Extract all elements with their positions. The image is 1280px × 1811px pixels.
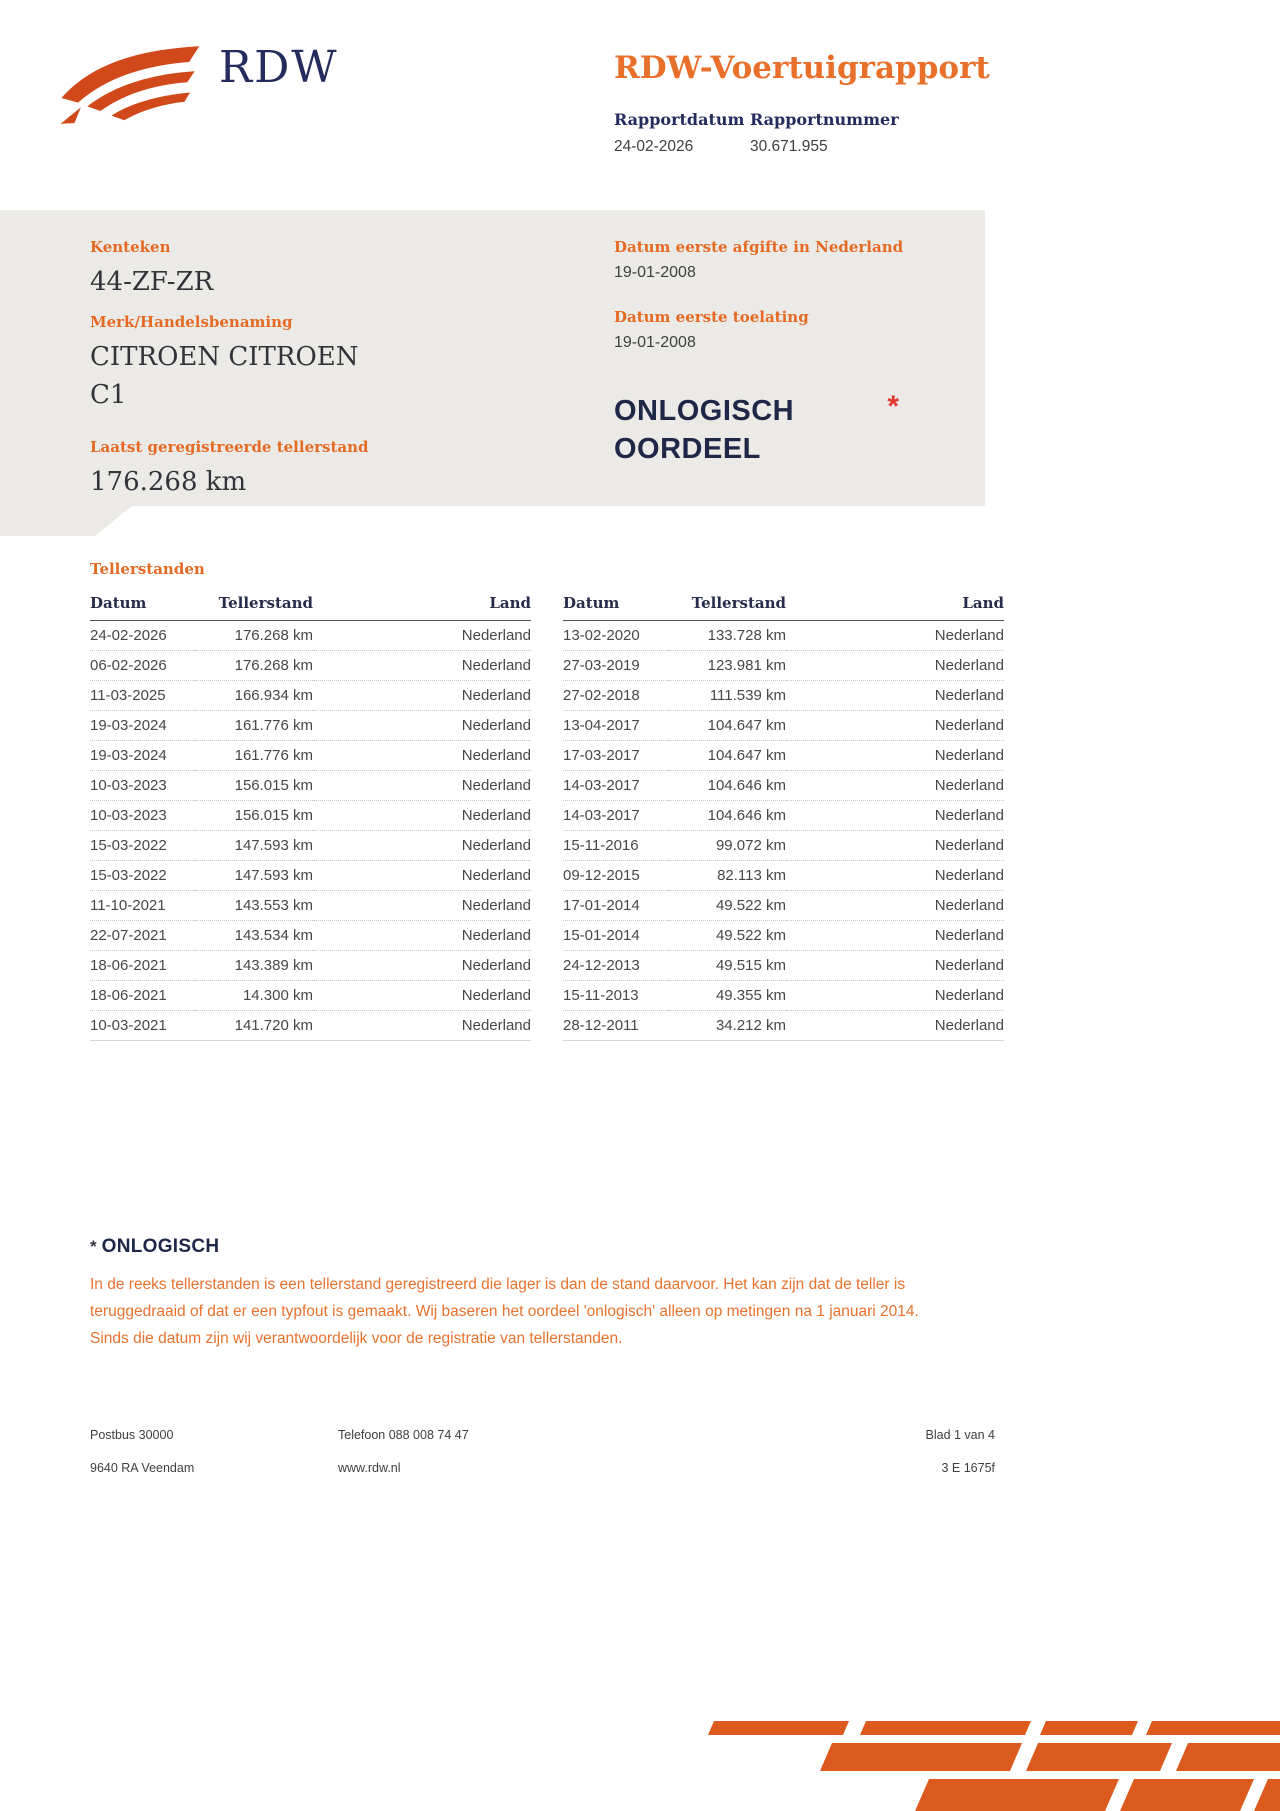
land-cell: Nederland: [313, 891, 531, 921]
land-cell: Nederland: [313, 1011, 531, 1041]
land-cell: Nederland: [313, 681, 531, 711]
datum-cell: 13-02-2020: [563, 621, 668, 651]
datum-cell: 15-01-2014: [563, 921, 668, 951]
vehicle-summary-panel: [0, 210, 985, 506]
report-number-value: 30.671.955: [750, 138, 828, 155]
page-footer: [90, 1428, 995, 1475]
datum-cell: 27-03-2019: [563, 651, 668, 681]
datum-cell: 28-12-2011: [563, 1011, 668, 1041]
tellerstand-cell: 49.522 km: [668, 921, 786, 951]
odometer-row: [563, 651, 1004, 681]
tellerstand-cell: 104.647 km: [668, 711, 786, 741]
datum-header: Datum: [563, 586, 668, 621]
land-cell: Nederland: [786, 831, 1004, 861]
datum-cell: 19-03-2024: [90, 711, 195, 741]
merk-value: CITROEN CITROEN C1: [90, 342, 359, 410]
merk-group: [90, 313, 614, 414]
footer-page-number: Blad 1 van 4: [925, 1428, 995, 1442]
table-header-row: [90, 586, 531, 621]
land-cell: Nederland: [313, 621, 531, 651]
tellerstand-group: [90, 438, 614, 501]
land-cell: Nederland: [313, 771, 531, 801]
datum-cell: 18-06-2021: [90, 951, 195, 981]
footer-address-line1: Postbus 30000: [90, 1428, 174, 1442]
tellerstand-cell: 176.268 km: [195, 651, 313, 681]
tellerstand-value: 176.268 km: [90, 467, 247, 497]
odometer-row: [563, 681, 1004, 711]
rdw-logo-text: RDW: [219, 42, 339, 93]
land-cell: Nederland: [786, 711, 1004, 741]
odometer-row: [90, 771, 531, 801]
datum-header: Datum: [90, 586, 195, 621]
odometer-row: [90, 921, 531, 951]
odometer-row: [90, 981, 531, 1011]
odometer-row: [90, 951, 531, 981]
tellerstanden-title: Tellerstanden: [90, 560, 205, 578]
summary-right-column: [614, 238, 903, 506]
odometer-row: [563, 951, 1004, 981]
onlogisch-note: [90, 1236, 940, 1352]
tellerstand-cell: 14.300 km: [195, 981, 313, 1011]
odometer-row: [90, 651, 531, 681]
footer-phone: Telefoon 088 008 74 47: [338, 1428, 469, 1442]
odometer-row: [563, 711, 1004, 741]
land-cell: Nederland: [313, 801, 531, 831]
tellerstand-cell: 166.934 km: [195, 681, 313, 711]
footer-form-code: 3 E 1675f: [941, 1461, 995, 1475]
tellerstand-cell: 111.539 km: [668, 681, 786, 711]
land-header: Land: [313, 586, 531, 621]
tellerstand-cell: 156.015 km: [195, 771, 313, 801]
datum-cell: 11-10-2021: [90, 891, 195, 921]
tellerstanden-section: [90, 560, 1005, 1041]
odometer-row: [90, 861, 531, 891]
land-cell: Nederland: [313, 981, 531, 1011]
datum-cell: 10-03-2023: [90, 771, 195, 801]
summary-left-column: [90, 238, 614, 506]
kenteken-group: [90, 238, 614, 301]
kenteken-label: Kenteken: [90, 238, 171, 256]
report-number-group: [750, 110, 899, 156]
land-cell: Nederland: [786, 861, 1004, 891]
land-cell: Nederland: [313, 861, 531, 891]
footer-page-info: [926, 1428, 996, 1475]
tellerstand-cell: 99.072 km: [668, 831, 786, 861]
odometer-row: [90, 1011, 531, 1041]
land-cell: Nederland: [786, 1011, 1004, 1041]
datum-cell: 11-03-2025: [90, 681, 195, 711]
tellerstand-cell: 156.015 km: [195, 801, 313, 831]
datum-cell: 06-02-2026: [90, 651, 195, 681]
merk-label: Merk/Handelsbenaming: [90, 313, 293, 331]
odometer-row: [90, 891, 531, 921]
land-cell: Nederland: [786, 741, 1004, 771]
odometer-row: [90, 741, 531, 771]
odometer-row: [563, 621, 1004, 651]
odometer-row: [563, 891, 1004, 921]
land-cell: Nederland: [786, 621, 1004, 651]
land-cell: Nederland: [313, 921, 531, 951]
odometer-row: [563, 741, 1004, 771]
tellerstand-cell: 133.728 km: [668, 621, 786, 651]
footer-address: [90, 1428, 338, 1475]
tellerstand-cell: 49.515 km: [668, 951, 786, 981]
odometer-row: [90, 831, 531, 861]
datum-cell: 15-03-2022: [90, 831, 195, 861]
rdw-logo-icon: [55, 44, 203, 128]
tellerstand-cell: 147.593 km: [195, 861, 313, 891]
tellerstand-header: Tellerstand: [195, 586, 313, 621]
tellerstand-cell: 104.646 km: [668, 771, 786, 801]
land-cell: Nederland: [786, 921, 1004, 951]
tellerstand-label: Laatst geregistreerde tellerstand: [90, 438, 369, 456]
datum-cell: 24-02-2026: [90, 621, 195, 651]
report-number-label: Rapportnummer: [750, 110, 899, 129]
note-asterisk: *: [90, 1237, 97, 1256]
land-cell: Nederland: [313, 741, 531, 771]
tellerstand-cell: 104.646 km: [668, 801, 786, 831]
odometer-row: [563, 801, 1004, 831]
tellerstand-cell: 34.212 km: [668, 1011, 786, 1041]
oordeel-value: ONLOGISCH OORDEEL: [614, 395, 795, 465]
report-date-value: 24-02-2026: [614, 138, 694, 155]
datum-cell: 27-02-2018: [563, 681, 668, 711]
odometer-row: [563, 861, 1004, 891]
toelating-value: 19-01-2008: [614, 334, 696, 351]
footer-website: www.rdw.nl: [338, 1461, 401, 1475]
odometer-row: [90, 681, 531, 711]
toelating-group: [614, 308, 903, 352]
odometer-row: [563, 981, 1004, 1011]
tellerstand-cell: 161.776 km: [195, 741, 313, 771]
tellerstand-cell: 161.776 km: [195, 711, 313, 741]
datum-cell: 10-03-2023: [90, 801, 195, 831]
tellerstand-cell: 104.647 km: [668, 741, 786, 771]
land-cell: Nederland: [313, 831, 531, 861]
odometer-row: [90, 711, 531, 741]
footer-contact: [338, 1428, 926, 1475]
datum-cell: 09-12-2015: [563, 861, 668, 891]
table-header-row: [563, 586, 1004, 621]
tellerstanden-table-left: [90, 586, 531, 1041]
land-cell: Nederland: [786, 651, 1004, 681]
tellerstand-cell: 176.268 km: [195, 621, 313, 651]
tellerstand-cell: 143.553 km: [195, 891, 313, 921]
tellerstand-cell: 82.113 km: [668, 861, 786, 891]
toelating-label: Datum eerste toelating: [614, 308, 809, 326]
datum-cell: 18-06-2021: [90, 981, 195, 1011]
datum-cell: 17-03-2017: [563, 741, 668, 771]
odometer-row: [563, 771, 1004, 801]
datum-cell: 10-03-2021: [90, 1011, 195, 1041]
tellerstand-cell: 49.522 km: [668, 891, 786, 921]
note-title: ONLOGISCH: [101, 1236, 220, 1257]
odometer-row: [563, 1011, 1004, 1041]
odometer-row: [90, 621, 531, 651]
land-header: Land: [786, 586, 1004, 621]
datum-cell: 14-03-2017: [563, 801, 668, 831]
oordeel-block: [614, 392, 899, 468]
datum-cell: 14-03-2017: [563, 771, 668, 801]
report-date-group: [614, 110, 750, 156]
note-body: In de reeks tellerstanden is een tellerstand geregistreerd die lager is dan de stand daarvoor. Het kan zijn dat de teller is teruggedraaid of dat er een typfout is gemaakt. Wij baseren het oordeel 'onlogisch' alleen op metingen na 1 januari 2014. Sinds die datum zijn wij verantwoordelijk voor de registratie van tellerstanden.: [90, 1276, 919, 1347]
oordeel-asterisk: *: [887, 390, 899, 423]
afgifte-label: Datum eerste afgifte in Nederland: [614, 238, 904, 256]
datum-cell: 15-11-2016: [563, 831, 668, 861]
land-cell: Nederland: [313, 711, 531, 741]
rdw-logo: [55, 44, 339, 128]
datum-cell: 15-11-2013: [563, 981, 668, 1011]
land-cell: Nederland: [786, 681, 1004, 711]
odometer-row: [563, 921, 1004, 951]
tellerstand-cell: 123.981 km: [668, 651, 786, 681]
land-cell: Nederland: [786, 981, 1004, 1011]
land-cell: Nederland: [786, 891, 1004, 921]
report-date-label: Rapportdatum: [614, 110, 745, 129]
tellerstand-cell: 143.534 km: [195, 921, 313, 951]
datum-cell: 17-01-2014: [563, 891, 668, 921]
report-meta: [614, 110, 1094, 156]
datum-cell: 13-04-2017: [563, 711, 668, 741]
datum-cell: 24-12-2013: [563, 951, 668, 981]
land-cell: Nederland: [313, 951, 531, 981]
land-cell: Nederland: [786, 771, 1004, 801]
footer-address-line2: 9640 RA Veendam: [90, 1461, 195, 1475]
tellerstand-cell: 143.389 km: [195, 951, 313, 981]
datum-cell: 22-07-2021: [90, 921, 195, 951]
report-title-block: [614, 50, 1094, 156]
datum-cell: 19-03-2024: [90, 741, 195, 771]
afgifte-group: [614, 238, 903, 282]
tellerstand-cell: 49.355 km: [668, 981, 786, 1011]
datum-cell: 15-03-2022: [90, 861, 195, 891]
land-cell: Nederland: [313, 651, 531, 681]
odometer-row: [90, 801, 531, 831]
land-cell: Nederland: [786, 951, 1004, 981]
tellerstand-header: Tellerstand: [668, 586, 786, 621]
odometer-row: [563, 831, 1004, 861]
page-title: RDW-Voertuigrapport: [614, 50, 990, 86]
tellerstand-cell: 141.720 km: [195, 1011, 313, 1041]
tellerstanden-table-right: [563, 586, 1004, 1041]
tellerstand-cell: 147.593 km: [195, 831, 313, 861]
rdw-speedmark-graphic: [680, 1719, 1280, 1811]
kenteken-value: 44-ZF-ZR: [90, 267, 214, 297]
afgifte-value: 19-01-2008: [614, 264, 696, 281]
land-cell: Nederland: [786, 801, 1004, 831]
